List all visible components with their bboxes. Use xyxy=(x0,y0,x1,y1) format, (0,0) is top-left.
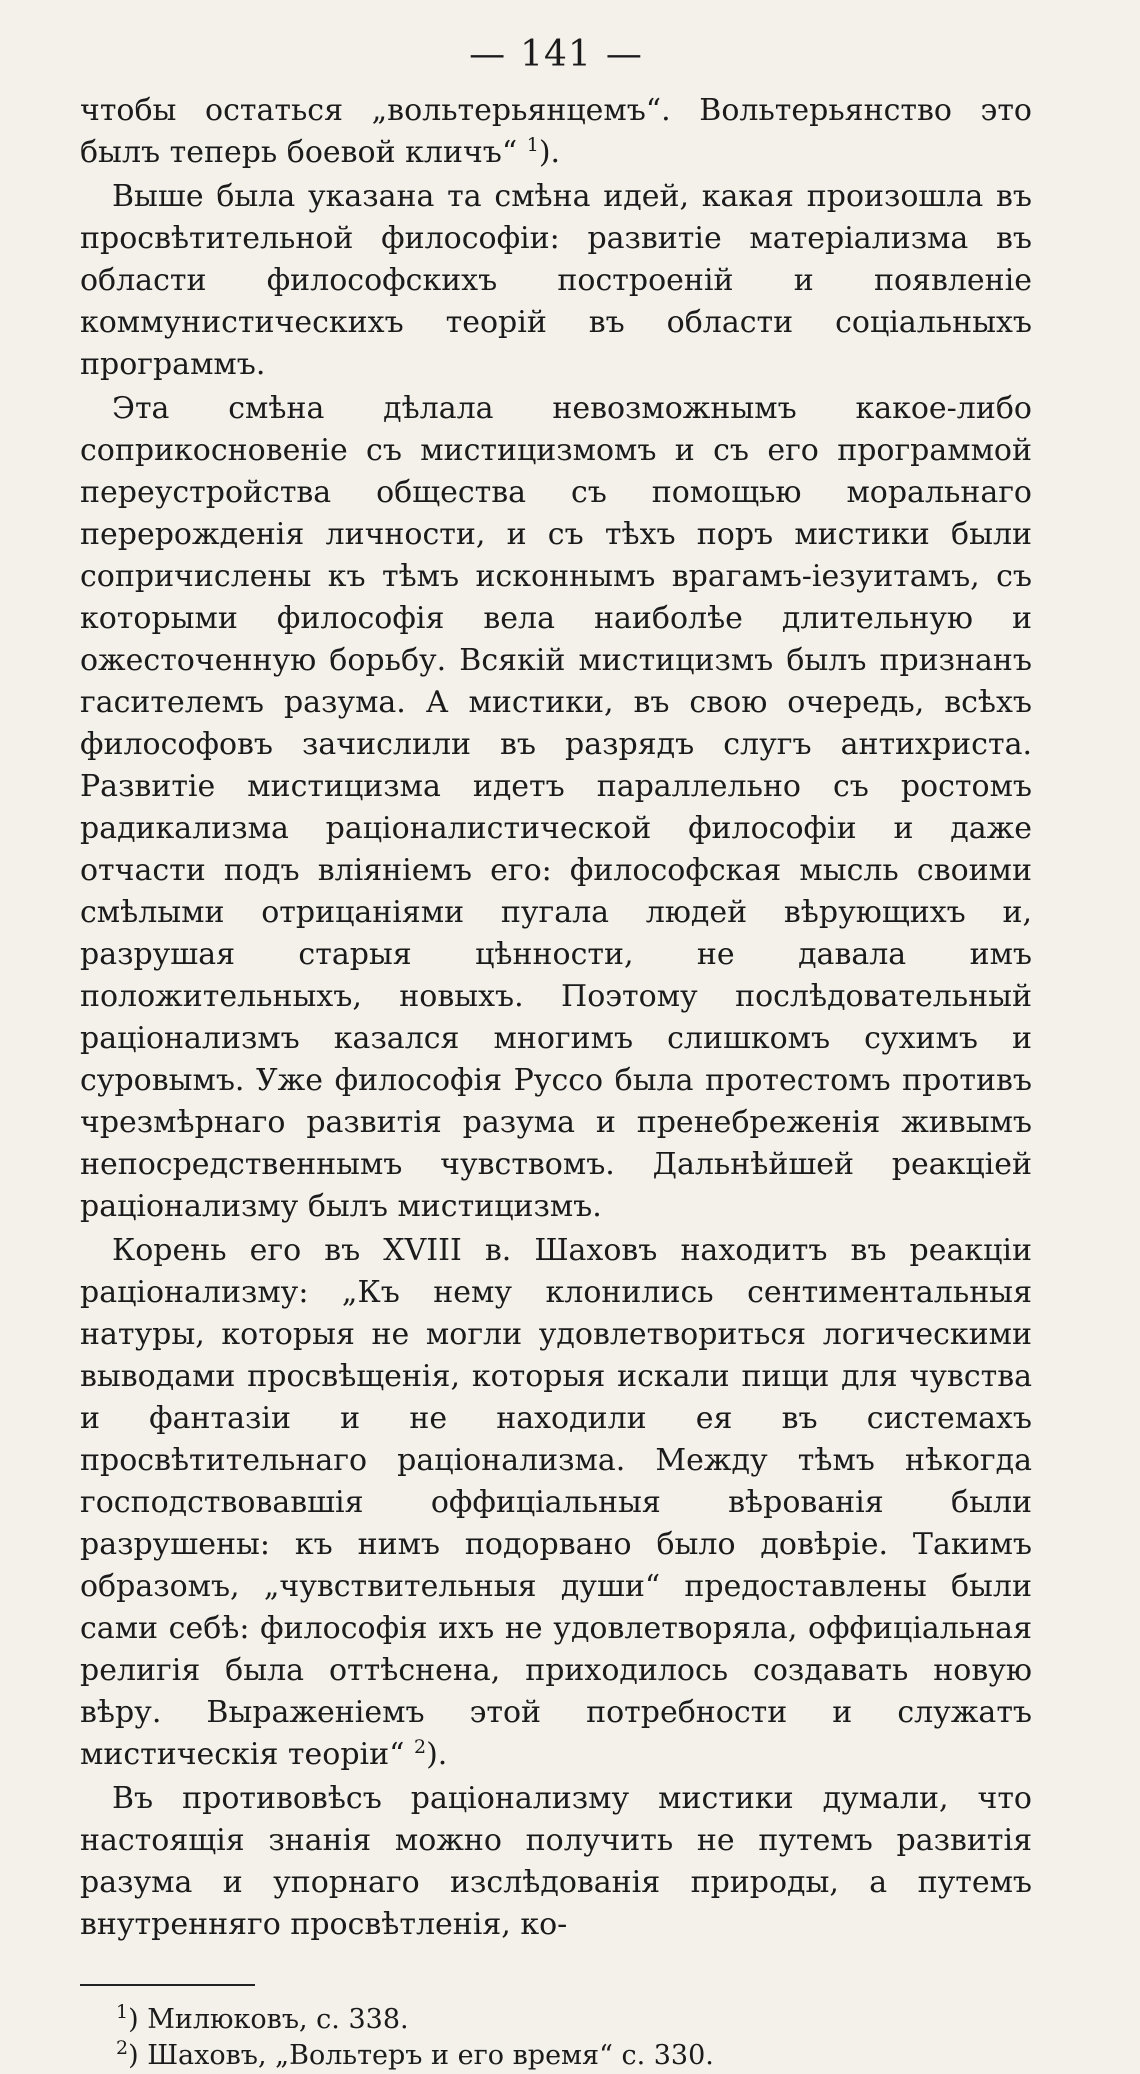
footnote-2-mark: 2 xyxy=(116,2037,129,2059)
paragraph-4-tail: ). xyxy=(426,1737,448,1772)
paragraph-1 xyxy=(80,90,1032,174)
footnote-divider xyxy=(80,1984,255,1986)
footnote-ref-1: 1 xyxy=(526,134,539,156)
body-text xyxy=(80,90,1032,1946)
page-number-dash-right: — xyxy=(605,34,643,75)
footnote-1 xyxy=(116,2002,1032,2038)
paragraph-2: Выше была указана та смѣна идей, какая произошла въ просвѣтительной философіи: развитіе матеріализма въ области философскихъ построеній и появленіе коммунистическихъ теорій въ области соціальныхъ программъ. xyxy=(80,179,1032,382)
footnote-2-text: ) Шаховъ, „Вольтеръ и его время“ с. 330. xyxy=(128,2040,714,2071)
footnote-ref-2: 2 xyxy=(414,1736,427,1758)
footnote-2 xyxy=(116,2038,1032,2074)
book-page xyxy=(80,30,1032,2071)
paragraph-4 xyxy=(80,1230,1032,1776)
page-number-dash-left: — xyxy=(469,34,507,75)
paragraph-5: Въ противовѣсъ раціонализму мистики думали, что настоящія знанія можно получить не путемъ развитія разума и упорнаго изслѣдованія природы, а путемъ внутренняго просвѣтленія, ко- xyxy=(80,1781,1032,1942)
footnotes xyxy=(80,2002,1032,2074)
paragraph-1-tail: ). xyxy=(538,135,561,170)
page-number xyxy=(80,30,1032,80)
paragraph-3: Эта смѣна дѣлала невозможнымъ какое-либо соприкосновеніе съ мистицизмомъ и съ его программой переустройства общества съ помощью моральнаго перерожденія личности, и съ тѣхъ поръ мистики были сопричислены къ тѣмъ исконнымъ врагамъ-іезуитамъ, съ которыми философія вела наиболѣе длительную и ожесточенную борьбу. Всякій мистицизмъ былъ признанъ гасителемъ разума. А мистики, въ свою очередь, всѣхъ философовъ зачислили въ разрядъ слугъ антихриста. Развитіе мистицизма идетъ параллельно съ ростомъ радикализма раціоналистической философіи и даже отчасти подъ вліяніемъ его: философская мысль своими смѣлыми отрицаніями пугала людей вѣрующихъ и, разрушая старыя цѣнности, не давала имъ положительныхъ, новыхъ. Поэтому послѣдовательный раціонализмъ казался многимъ слишкомъ сухимъ и суровымъ. Уже философія Руссо была протестомъ противъ чрезмѣрнаго развитія разума и пренебреженія живымъ непосредственнымъ чувствомъ. Дальнѣйшей реакціей раціонализму былъ мистицизмъ. xyxy=(80,391,1032,1224)
paragraph-1-text: чтобы остаться „вольтерьянцемъ“. Вольтерьянство это былъ теперь боевой кличъ“ xyxy=(80,93,1032,170)
paragraph-4-text: Корень его въ XVIII в. Шаховъ находитъ въ реакціи раціонализму: „Къ нему клонились сентиментальныя натуры, которыя не могли удовлетвориться логическими выводами просвѣщенія, которыя искали пищи для чувства и фантазіи и не находили ея въ системахъ просвѣтительнаго раціонализма. Между тѣмъ нѣкогда господствовавшія оффиціальныя вѣрованія были разрушены: къ нимъ подорвано было довѣріе. Такимъ образомъ, „чувствительныя души“ предоставлены были сами себѣ: философія ихъ не удовлетворяла, оффиціальная религія была оттѣснена, приходилось создавать новую вѣру. Выраженіемъ этой потребности и служатъ мистическія теоріи“ xyxy=(80,1233,1032,1772)
page-number-value: 141 xyxy=(520,34,592,75)
footnote-1-text: ) Милюковъ, с. 338. xyxy=(128,2004,409,2035)
footnote-1-mark: 1 xyxy=(116,2001,129,2023)
